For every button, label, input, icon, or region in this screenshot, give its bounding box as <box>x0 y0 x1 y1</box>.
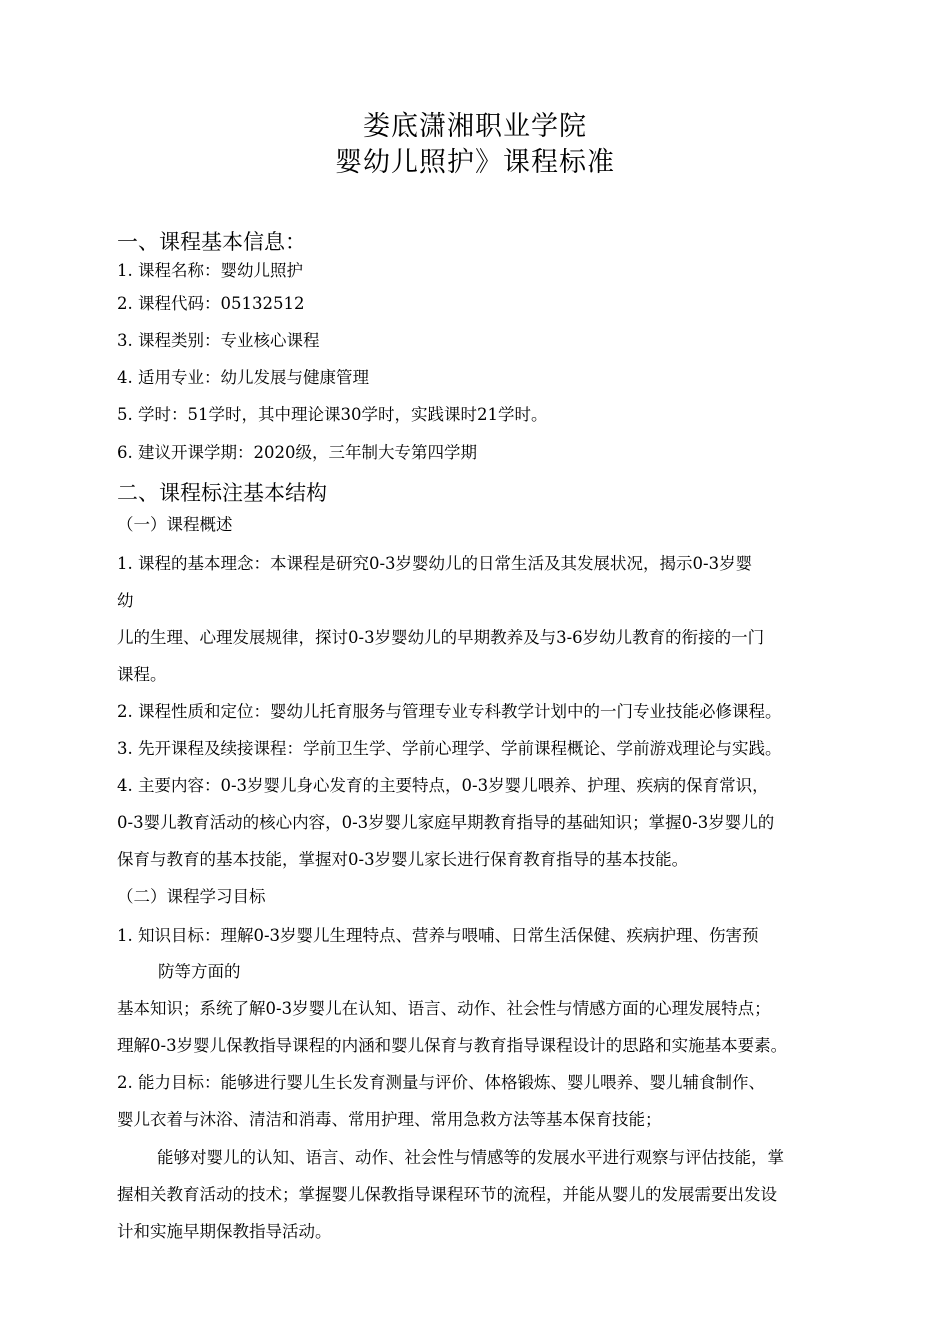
subsection-heading-objectives: （二）课程学习目标 <box>117 887 266 906</box>
paragraph-line: 课程。 <box>117 665 167 684</box>
paragraph-line: 能够对婴儿的认知、语言、动作、社会性与情感等的发展水平进行观察与评估技能，掌 <box>157 1148 784 1167</box>
paragraph-line: 3. 先开课程及续接课程：学前卫生学、学前心理学、学前课程概论、学前游戏理论与实践。 <box>117 739 782 758</box>
paragraph-line: 2. 能力目标：能够进行婴儿生长发育测量与评价、体格锻炼、婴儿喂养、婴儿辅食制作、 <box>117 1073 765 1092</box>
paragraph-line: 握相关教育活动的技术；掌握婴儿保教指导课程环节的流程，并能从婴儿的发展需要出发设 <box>117 1185 777 1204</box>
paragraph-line: 理解0-3岁婴儿保教指导课程的内涵和婴儿保育与教育指导课程设计的思路和实施基本要素。 <box>117 1036 788 1055</box>
paragraph-line: 儿的生理、心理发展规律，探讨0-3岁婴幼儿的早期教养及与3-6岁幼儿教育的衔接的一门 <box>117 628 765 647</box>
paragraph-line: 基本知识；系统了解0-3岁婴儿在认知、语言、动作、社会性与情感方面的心理发展特点； <box>117 999 771 1018</box>
list-item: 2. 课程代码：05132512 <box>117 294 305 313</box>
list-item: 6. 建议开课学期：2020级，三年制大专第四学期 <box>117 443 477 462</box>
paragraph-line: 保育与教育的基本技能，掌握对0-3岁婴儿家长进行保育教育指导的基本技能。 <box>117 850 689 869</box>
section-heading-basic-info: 一、课程基本信息： <box>117 230 306 254</box>
paragraph-line: 幼 <box>117 591 134 610</box>
paragraph-line: 计和实施早期保教指导活动。 <box>117 1222 332 1241</box>
paragraph-line: 防等方面的 <box>158 962 241 981</box>
section-heading-structure: 二、课程标注基本结构 <box>117 481 327 505</box>
list-item: 4. 适用专业：幼儿发展与健康管理 <box>117 368 369 387</box>
list-item: 3. 课程类别：专业核心课程 <box>117 331 320 350</box>
document-title-school: 娄底潇湘职业学院 <box>363 111 587 142</box>
document-title-course: 婴幼儿照护》课程标准 <box>335 147 615 178</box>
paragraph-line: 2. 课程性质和定位：婴幼儿托育服务与管理专业专科教学计划中的一门专业技能必修课程。 <box>117 702 782 721</box>
paragraph-line: 0-3婴儿教育活动的核心内容，0-3岁婴儿家庭早期教育指导的基础知识；掌握0-3岁婴儿的 <box>117 813 775 832</box>
paragraph-line: 1. 知识目标：理解0-3岁婴儿生理特点、营养与喂哺、日常生活保健、疾病护理、伤害预 <box>117 926 759 945</box>
paragraph-line: 婴儿衣着与沐浴、清洁和消毒、常用护理、常用急救方法等基本保育技能； <box>117 1110 662 1129</box>
subsection-heading-overview: （一）课程概述 <box>117 515 233 534</box>
list-item: 5. 学时：51学时，其中理论课30学时，实践课时21学时。 <box>117 405 548 424</box>
paragraph-line: 1. 课程的基本理念：本课程是研究0-3岁婴幼儿的日常生活及其发展状况，揭示0-3岁婴 <box>117 554 753 573</box>
list-item: 1. 课程名称：婴幼儿照护 <box>117 261 303 280</box>
paragraph-line: 4. 主要内容：0-3岁婴儿身心发育的主要特点，0-3岁婴儿喂养、护理、疾病的保育常识， <box>117 776 769 795</box>
